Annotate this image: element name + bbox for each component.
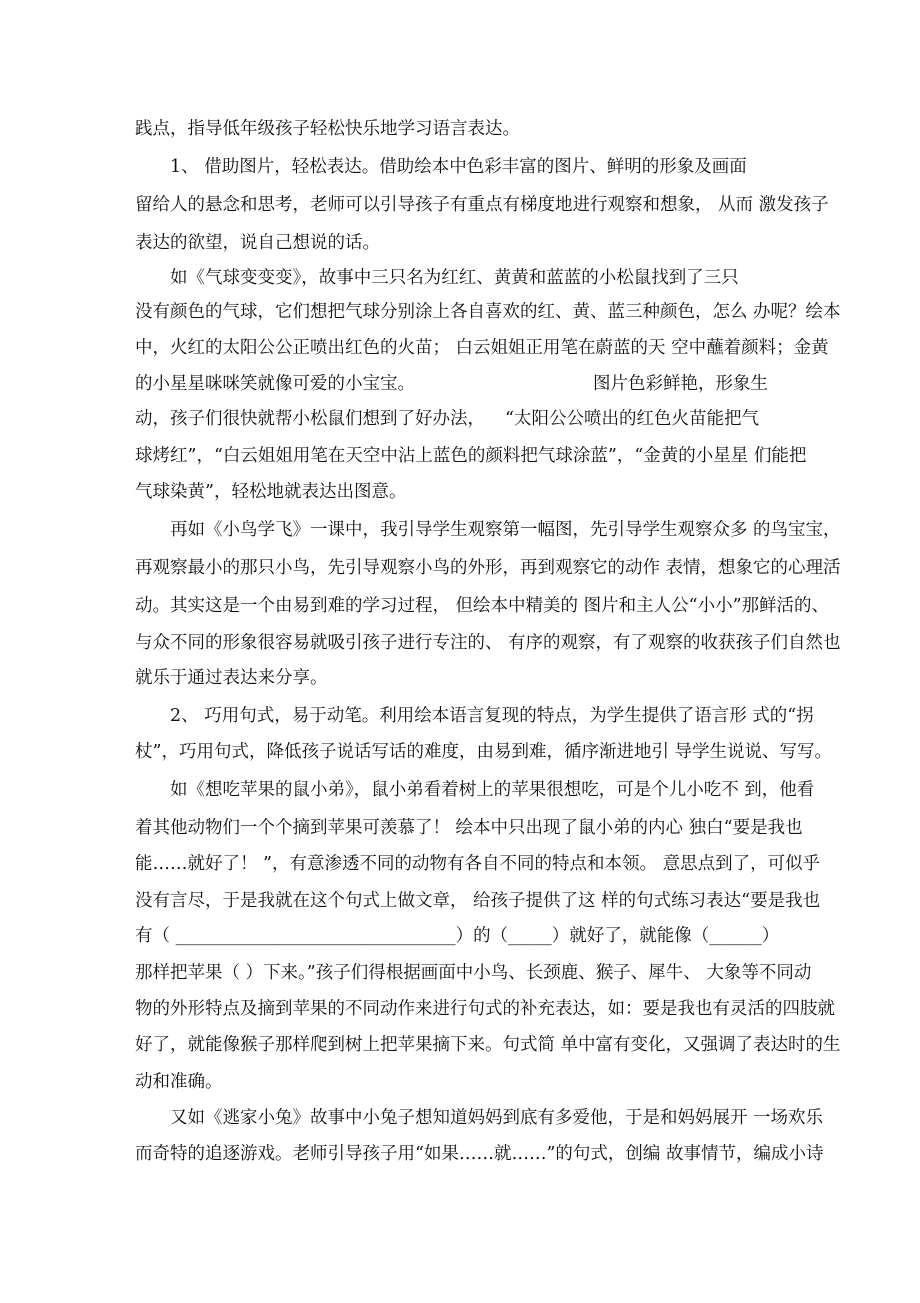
text-line: 图片色彩鲜艳，形象生 — [593, 374, 768, 394]
text-line: 动。其实这是一个由易到难的学习过程， 但绘本中精美的 图片和主人公“小小”那鲜活的、 — [135, 596, 830, 616]
text-line: 又如《逃家小兔》故事中小兔子想知道妈妈到底有多爱他，于是和妈妈展开 一场欢乐 — [170, 1108, 824, 1128]
text-line: “太阳公公喷出的红色火苗能把气 — [505, 409, 759, 429]
text-line: 留给人的悬念和思考，老师可以引导孩子有重点有梯度地进行观察和想象， 从而 激发孩子 — [135, 195, 829, 215]
text-line: 中，火红的太阳公公正喷出红色的火苗； 白云姐姐正用笔在蔚蓝的天 空中蘸着颜料；金黄 — [135, 338, 829, 358]
text-line: 物的外形特点及摘到苹果的不同动作来进行句式的补充表达，如：要是我也有灵活的四肢就 — [135, 999, 835, 1019]
text-line: 再观察最小的那只小鸟，先引导观察小鸟的外形，再到观察它的动作 表情，想象它的心理活 — [135, 558, 841, 578]
text-line: 有（ ________________________________）的（_____）就好了，就能像（______） — [135, 926, 780, 946]
text-line: 与众不同的形象很容易就吸引孩子进行专注的、 有序的观察，有了观察的收获孩子们自然也 — [135, 633, 841, 653]
text-line: 践点，指导低年级孩子轻松快乐地学习语言表达。 — [135, 119, 520, 139]
text-line: 球烤红”，“白云姐姐用笔在天空中沾上蓝色的颜料把气球涂蓝”，“金黄的小星星 们能把 — [135, 446, 807, 466]
text-line: 动和准确。 — [135, 1072, 223, 1092]
text-line: 如《想吃苹果的鼠小弟》，鼠小弟看着树上的苹果很想吃，可是个儿小吃不 到，他看 — [170, 780, 815, 800]
text-line: 气球染黄”，轻松地就表达出图意。 — [135, 482, 407, 502]
text-line: 能……就好了！ ”，有意渗透不同的动物有各自不同的特点和本领。 意思点到了，可似乎 — [135, 854, 821, 874]
text-line: 着其他动物们一个个摘到苹果可羡慕了！ 绘本中只出现了鼠小弟的内心 独白“要是我也 — [135, 818, 803, 838]
text-line: 好了，就能像猴子那样爬到树上把苹果摘下来。句式简 单中富有变化，又强调了表达时的生 — [135, 1035, 841, 1055]
text-line: 而奇特的追逐游戏。老师引导孩子用“如果……就……”的句式，创编 故事情节，编成小诗 — [135, 1144, 824, 1164]
text-line: 的小星星咪咪笑就像可爱的小宝宝。 — [135, 374, 415, 394]
text-line: 如《气球变变变》，故事中三只名为红红、黄黄和蓝蓝的小松鼠找到了三只 — [170, 268, 739, 288]
text-line: 1、 借助图片，轻松表达。借助绘本中色彩丰富的图片、鲜明的形象及画面 — [170, 157, 747, 177]
text-line: 2、 巧用句式，易于动笔。利用绘本语言复现的特点，为学生提供了语言形 式的“拐 — [170, 706, 814, 726]
text-line: 再如《小鸟学飞》一课中，我引导学生观察第一幅图，先引导学生观察众多 的鸟宝宝， — [170, 520, 841, 540]
text-line: 没有颜色的气球，它们想把气球分别涂上各自喜欢的红、黄、蓝三种颜色，怎么 办呢？绘本 — [135, 302, 841, 322]
text-line: 没有言尽，于是我就在这个句式上做文章， 给孩子提供了这 样的句式练习表达“要是我也 — [135, 891, 821, 911]
text-line: 就乐于通过表达来分享。 — [135, 668, 328, 688]
text-line: 杖”，巧用句式，降低孩子说话写话的难度，由易到难，循序渐进地引 导学生说说、写写。 — [135, 742, 833, 762]
text-line: 动，孩子们很快就帮小松鼠们想到了好办法， — [135, 409, 485, 429]
text-line: 那样把苹果（ ）下来。”孩子们得根据画面中小鸟、长颈鹿、猴子、犀牛、 大象等不同动 — [135, 963, 812, 983]
text-line: 表达的欲望，说自己想说的话。 — [135, 233, 380, 253]
